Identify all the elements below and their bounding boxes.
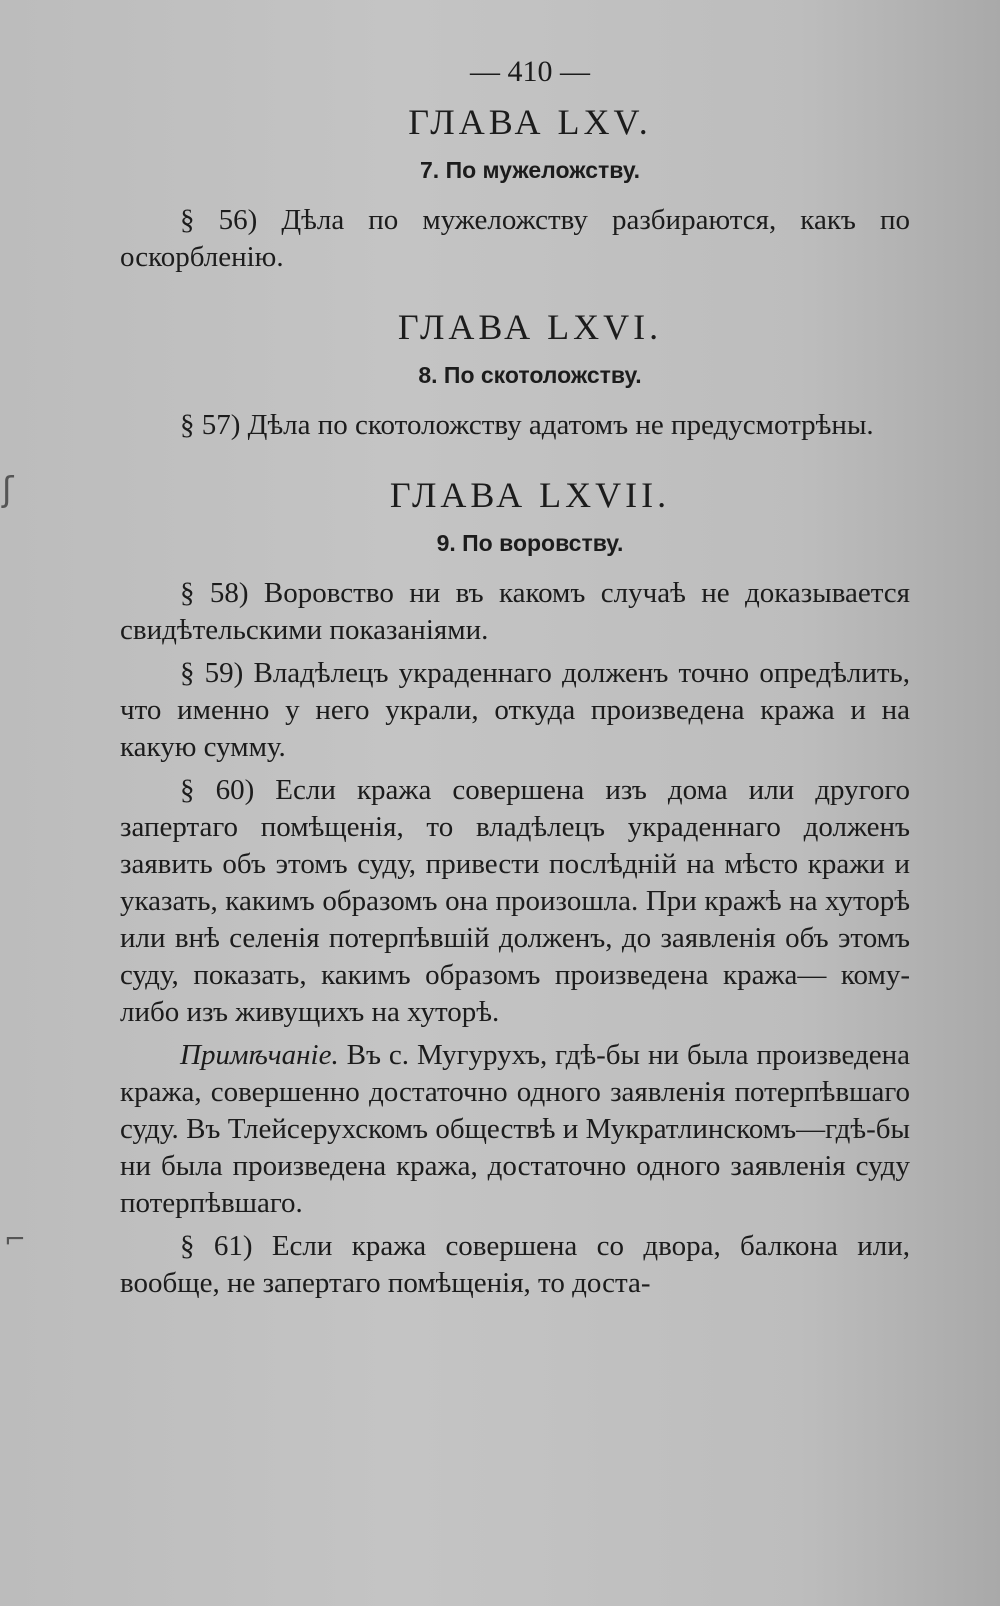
section-heading: 7. По мужеложству.: [420, 157, 640, 183]
note-paragraph: [120, 1037, 910, 1222]
paragraph: § 60) Если кража совершена изъ дома или другого запертаго помѣщенія, то владѣлецъ украденнаго долженъ заявить объ этомъ суду, привести послѣдній на мѣсто кражи и указать, какимъ образомъ она произошла. При кражѣ на хуторѣ или внѣ селенія потерпѣвшій долженъ, до заявленія объ этомъ суду, показать, какимъ образомъ произведена кража— кому-либо изъ живущихъ на хуторѣ.: [120, 774, 910, 1028]
paragraph: § 58) Воровство ни въ какомъ случаѣ не доказывается свидѣтельскими показаніями.: [120, 577, 910, 646]
paragraph: § 61) Если кража совершена со двора, балкона или, вообще, не запертаго помѣщенія, то доста-: [120, 1230, 910, 1299]
section-heading: 8. По скотоложству.: [418, 362, 642, 388]
paragraph: § 59) Владѣлецъ украденнаго долженъ точно опредѣлить, что именно у него украли, откуда произведена кража и на какую сумму.: [120, 657, 910, 763]
note-text: Въ с. Мугурухъ, гдѣ-бы ни была произведена кража, совершенно достаточно одного заявленія потерпѣвшаго суду. Въ Тлейсерухскомъ обществѣ и Мукратлинскомъ—гдѣ-бы ни была произведена кража, достаточно одного заявленія суду потерпѣвшаго.: [120, 1039, 910, 1219]
text-column: [120, 55, 910, 1308]
chapter-title: ГЛАВА LXVI.: [397, 307, 663, 347]
paragraph: § 57) Дѣла по скотоложству адатомъ не предусмотрѣны.: [180, 409, 874, 441]
paragraph: § 56) Дѣла по мужеложству разбираются, какъ по оскорбленію.: [120, 204, 910, 273]
margin-pencil-mark: ʃ: [2, 470, 14, 510]
section-heading: 9. По воровству.: [436, 530, 624, 556]
chapter-title: ГЛАВА LXV.: [408, 102, 652, 142]
note-label: Примѣчаніе.: [180, 1039, 339, 1071]
margin-pencil-mark: ⌐: [4, 1225, 26, 1255]
page-number: — 410 —: [470, 55, 590, 88]
chapter-title: ГЛАВА LXVII.: [389, 475, 671, 515]
